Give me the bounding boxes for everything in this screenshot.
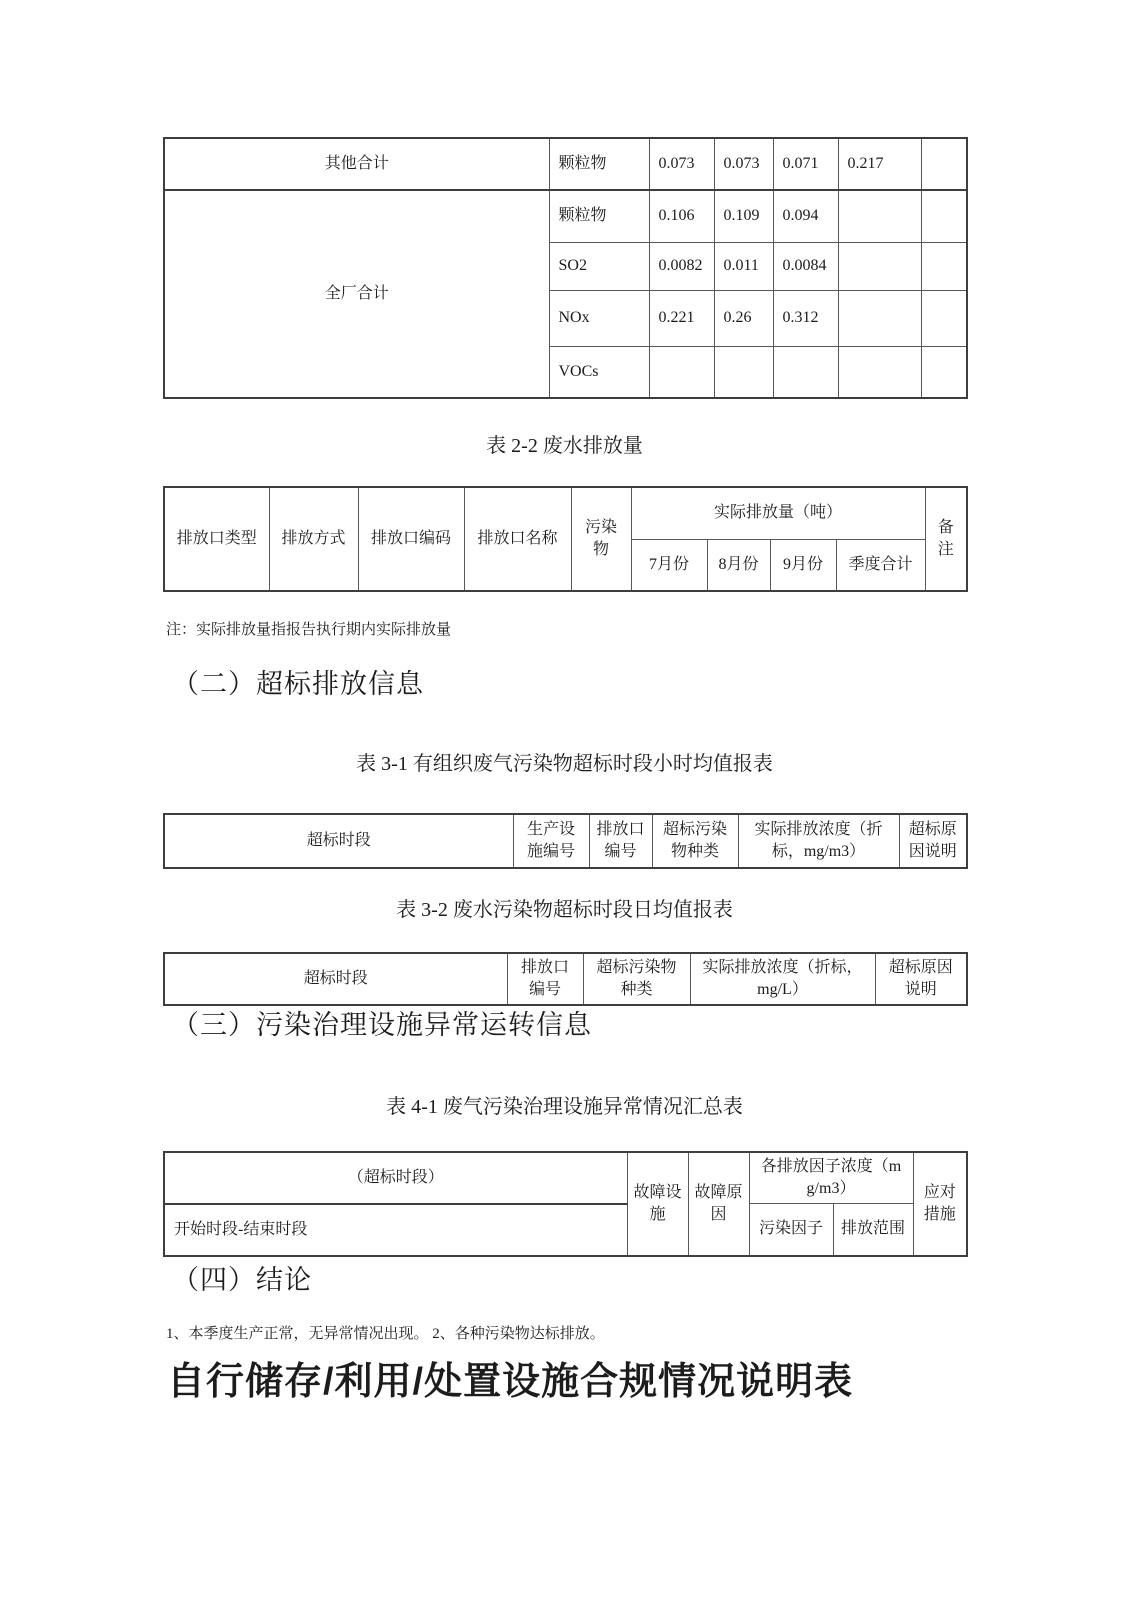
cell-july-value: 0.073	[649, 138, 714, 190]
cell-quarter-total	[838, 290, 921, 346]
cell-pollutant: VOCs	[549, 346, 649, 398]
table22-title: 表 2-2 废水排放量	[486, 435, 643, 457]
bottom-section-title: 自行储存/利用/处置设施合规情况说明表	[167, 1361, 854, 1403]
table32-title: 表 3-2 废水污染物超标时段日均值报表	[396, 899, 733, 921]
gas-emission-totals-table	[163, 137, 968, 399]
wastewater-emission-table	[163, 486, 968, 592]
cell-pollutant: 颗粒物	[549, 190, 649, 242]
cell-september-value: 0.071	[773, 138, 838, 190]
header-fault-reason: 故障原因	[688, 1152, 749, 1256]
table-row	[164, 138, 967, 190]
header-quarter-total: 季度合计	[836, 539, 925, 591]
table22-note: 注：实际排放量指报告执行期内实际排放量	[166, 622, 452, 638]
table31-title: 表 3-1 有组织废气污染物超标时段小时均值报表	[356, 753, 773, 775]
header-outlet-code: 排放口编码	[358, 487, 464, 591]
cell-august-value: 0.26	[714, 290, 773, 346]
cell-pollutant: NOx	[549, 290, 649, 346]
header-discharge-mode: 排放方式	[269, 487, 358, 591]
cell-remark	[921, 190, 967, 242]
header-emission-range: 排放范围	[833, 1204, 913, 1256]
cell-quarter-total: 0.217	[838, 138, 921, 190]
cell-july-value: 0.221	[649, 290, 714, 346]
cell-remark	[921, 346, 967, 398]
section-heading-2: （二）超标排放信息	[172, 669, 424, 699]
cell-remark	[921, 138, 967, 190]
cell-september-value: 0.312	[773, 290, 838, 346]
header-reason: 超标原因说明	[899, 814, 967, 868]
cell-source-label: 全厂合计	[164, 190, 549, 398]
header-exceed-period: （超标时段）	[164, 1152, 627, 1204]
header-actual-emission-group: 实际排放量（吨）	[631, 487, 925, 539]
section-heading-4: （四）结论	[172, 1265, 312, 1295]
cell-july-value: 0.106	[649, 190, 714, 242]
cell-september-value: 0.0084	[773, 242, 838, 290]
treatment-facility-abnormal-table	[163, 1151, 968, 1257]
header-response-measure: 应对措施	[913, 1152, 967, 1256]
header-august: 8月份	[707, 539, 770, 591]
table-header-row	[164, 953, 967, 1005]
cell-september-value	[773, 346, 838, 398]
gas-exceedance-hourly-table	[163, 813, 968, 869]
table41-title: 表 4-1 废气污染治理设施异常情况汇总表	[386, 1096, 743, 1118]
table-row	[164, 190, 967, 242]
header-exceed-period: 超标时段	[164, 814, 513, 868]
header-facility-code: 生产设施编号	[513, 814, 589, 868]
cell-august-value	[714, 346, 773, 398]
cell-july-value	[649, 346, 714, 398]
header-september: 9月份	[770, 539, 836, 591]
cell-remark	[921, 290, 967, 346]
header-outlet-name: 排放口名称	[464, 487, 571, 591]
header-concentration: 实际排放浓度（折标，mg/m3）	[738, 814, 899, 868]
header-remark: 备注	[925, 487, 967, 591]
wastewater-exceedance-daily-table	[163, 952, 968, 1006]
cell-august-value: 0.109	[714, 190, 773, 242]
header-outlet-type: 排放口类型	[164, 487, 269, 591]
cell-july-value: 0.0082	[649, 242, 714, 290]
header-pollutant-factor: 污染因子	[749, 1204, 833, 1256]
cell-pollutant: 颗粒物	[549, 138, 649, 190]
header-pollutant-type: 超标污染物种类	[583, 953, 690, 1005]
cell-quarter-total	[838, 190, 921, 242]
cell-quarter-total	[838, 242, 921, 290]
header-factor-concentration-group: 各排放因子浓度（mg/m3）	[749, 1152, 913, 1204]
header-reason: 超标原因说明	[875, 953, 967, 1005]
header-period-sub: 开始时段-结束时段	[164, 1204, 627, 1256]
header-pollutant-type: 超标污染物种类	[652, 814, 738, 868]
cell-august-value: 0.011	[714, 242, 773, 290]
header-concentration: 实际排放浓度（折标，mg/L）	[690, 953, 875, 1005]
cell-pollutant: SO2	[549, 242, 649, 290]
table-header-row	[164, 1204, 967, 1256]
header-pollutant: 污染物	[571, 487, 631, 591]
header-july: 7月份	[631, 539, 707, 591]
cell-september-value: 0.094	[773, 190, 838, 242]
table-header-row	[164, 814, 967, 868]
cell-quarter-total	[838, 346, 921, 398]
header-outlet-code: 排放口编号	[589, 814, 652, 868]
conclusion-text: 1、本季度生产正常，无异常情况出现。 2、各种污染物达标排放。	[166, 1326, 605, 1342]
header-fault-facility: 故障设施	[627, 1152, 688, 1256]
cell-source-label: 其他合计	[164, 138, 549, 190]
header-outlet-code: 排放口编号	[507, 953, 583, 1005]
table-header-row	[164, 487, 967, 539]
cell-august-value: 0.073	[714, 138, 773, 190]
header-exceed-period: 超标时段	[164, 953, 507, 1005]
table-header-row	[164, 1152, 967, 1204]
cell-remark	[921, 242, 967, 290]
section-heading-3: （三）污染治理设施异常运转信息	[172, 1010, 592, 1040]
